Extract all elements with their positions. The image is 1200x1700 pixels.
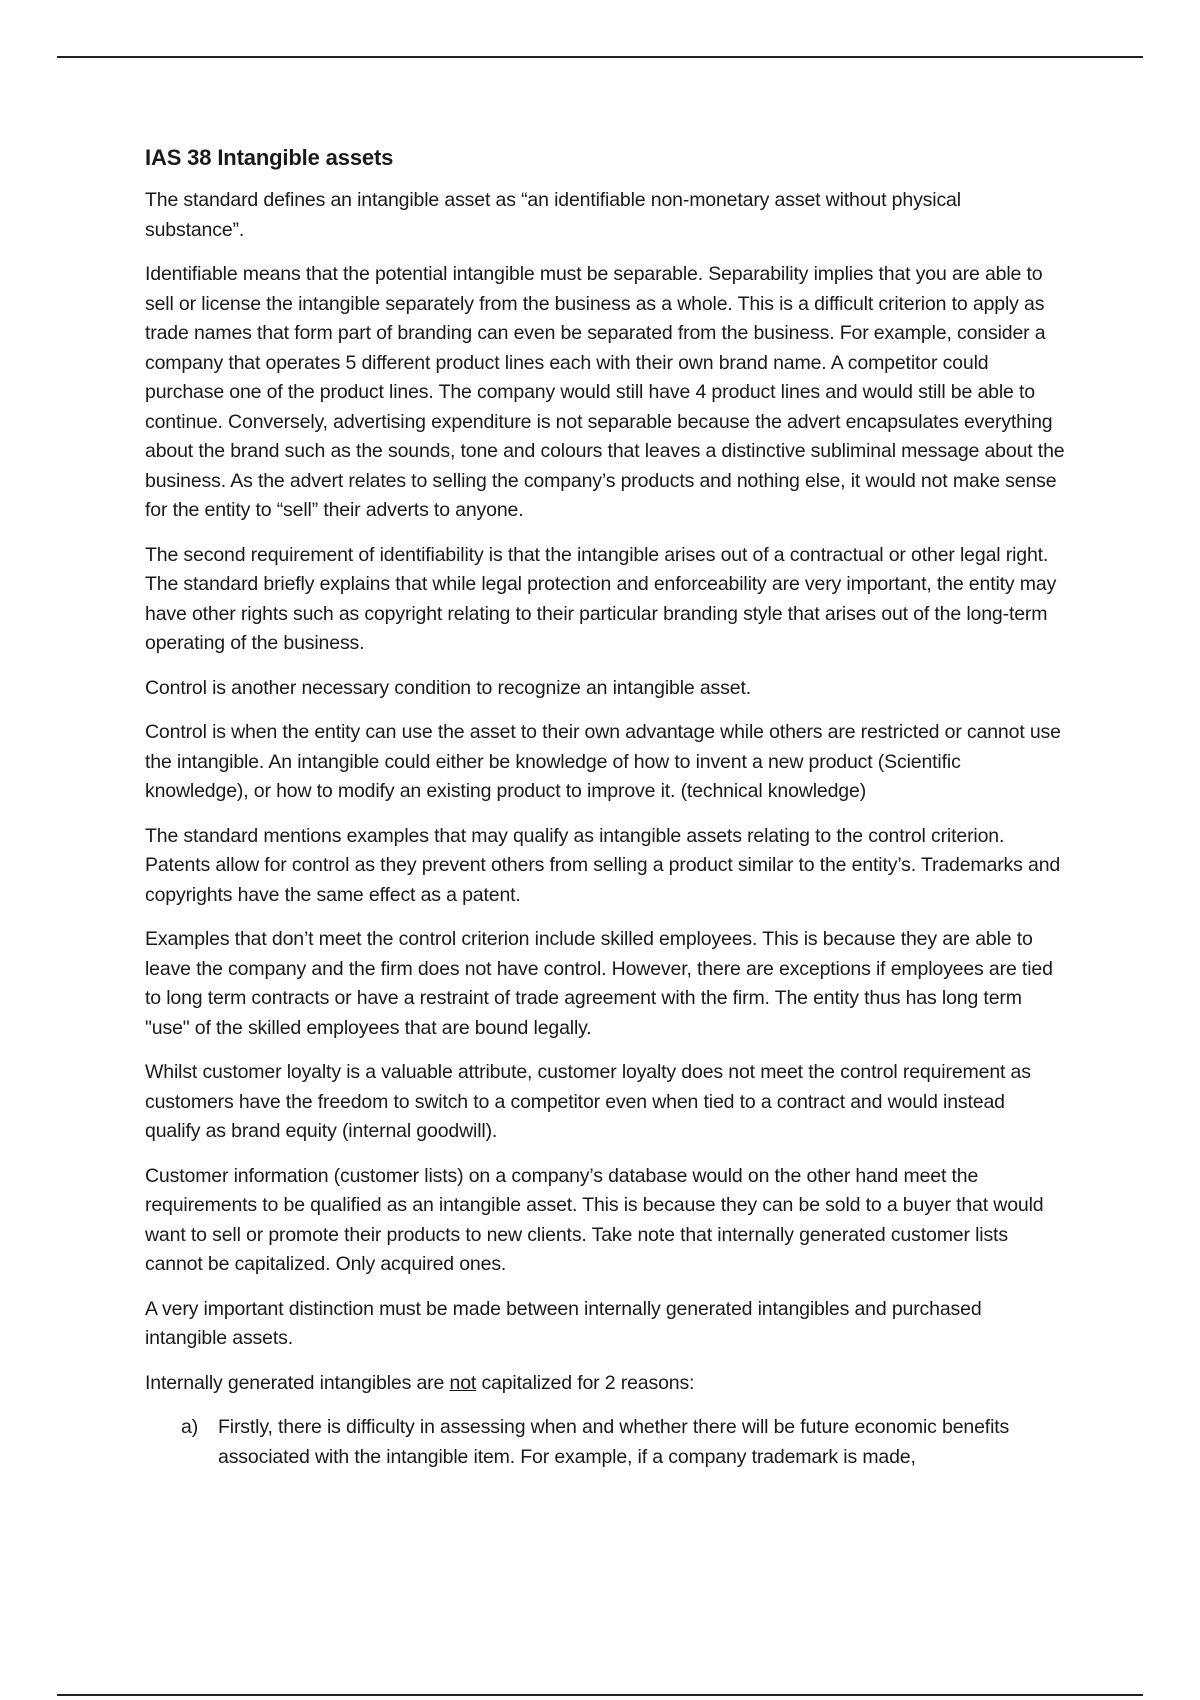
- header-rule: [57, 56, 1143, 58]
- paragraph-control-definition: Control is when the entity can use the asset to their own advantage while others are restricted or cannot use the intangible. An intangible could either be knowledge of how to invent a new product (Scientific knowledge), or how to modify an existing product to improve it. (technical knowledge): [145, 721, 1061, 802]
- document-title: IAS 38 Intangible assets: [145, 145, 394, 170]
- paragraph-definition: The standard defines an intangible asset as “an identifiable non-monetary asset without physical substance”.: [145, 189, 961, 241]
- reasons-intro-before: Internally generated intangibles are: [145, 1371, 450, 1394]
- list-item: [145, 1413, 1065, 1472]
- paragraph-control-condition: Control is another necessary condition to recognize an intangible asset.: [145, 676, 751, 699]
- paragraph-legal-right: The second requirement of identifiability is that the intangible arises out of a contractual or other legal right. The standard briefly explains that while legal protection and enforceability are very important, the entity may have other rights such as copyright relating to their particular branding style that arises out of the long-term operating of the business.: [145, 543, 1057, 654]
- document-body: [145, 143, 1065, 1472]
- paragraph-distinction: A very important distinction must be made between internally generated intangibles and purchased intangible assets.: [145, 1297, 982, 1349]
- reasons-intro-emphasis: not: [449, 1371, 477, 1394]
- footer-rule: [57, 1694, 1143, 1696]
- paragraph-control-examples: The standard mentions examples that may qualify as intangible assets relating to the control criterion. Patents allow for control as they prevent others from selling a product similar to the entity’s. Trademarks and copyrights have the same effect as a patent.: [145, 824, 1061, 906]
- reasons-intro-after: capitalized for 2 reasons:: [476, 1371, 695, 1394]
- paragraph-skilled-employees: Examples that don’t meet the control criterion include skilled employees. This is because they are able to leave the company and the firm does not have control. However, there are exceptions if employees are tied to long term contracts or have a restraint of trade agreement with the firm. The entity thus has long term "use" of the skilled employees that are bound legally.: [145, 928, 1053, 1039]
- list-item-text: Firstly, there is difficulty in assessing when and whether there will be future economic benefits associated with the intangible item. For example, if a company trademark is made,: [218, 1416, 1010, 1468]
- paragraph-reasons-intro: [145, 1369, 1065, 1399]
- paragraph-customer-loyalty: Whilst customer loyalty is a valuable attribute, customer loyalty does not meet the control requirement as customers have the freedom to switch to a competitor even when tied to a contract and would instead qualify as brand equity (internal goodwill).: [145, 1061, 1031, 1142]
- paragraph-identifiable: Identifiable means that the potential intangible must be separable. Separability implies that you are able to sell or license the intangible separately from the business as a whole. This is a difficult criterion to apply as trade names that form part of branding can even be separated from the business. For example, consider a company that operates 5 different product lines each with their own brand name. A competitor could purchase one of the product lines. The company would still have 4 product lines and would still be able to continue. Conversely, advertising expenditure is not separable because the advert encapsulates everything about the brand such as the sounds, tone and colours that leaves a distinctive subliminal message about the business. As the advert relates to selling the company’s products and nothing else, it would not make sense for the entity to “sell” their adverts to anyone.: [145, 263, 1065, 521]
- list-marker: a): [181, 1416, 199, 1438]
- paragraph-customer-lists: Customer information (customer lists) on a company’s database would on the other hand meet the requirements to be qualified as an intangible asset. This is because they can be sold to a buyer that would want to sell or promote their products to new clients. Take note that internally generated customer lists cannot be capitalized. Only acquired ones.: [145, 1164, 1044, 1275]
